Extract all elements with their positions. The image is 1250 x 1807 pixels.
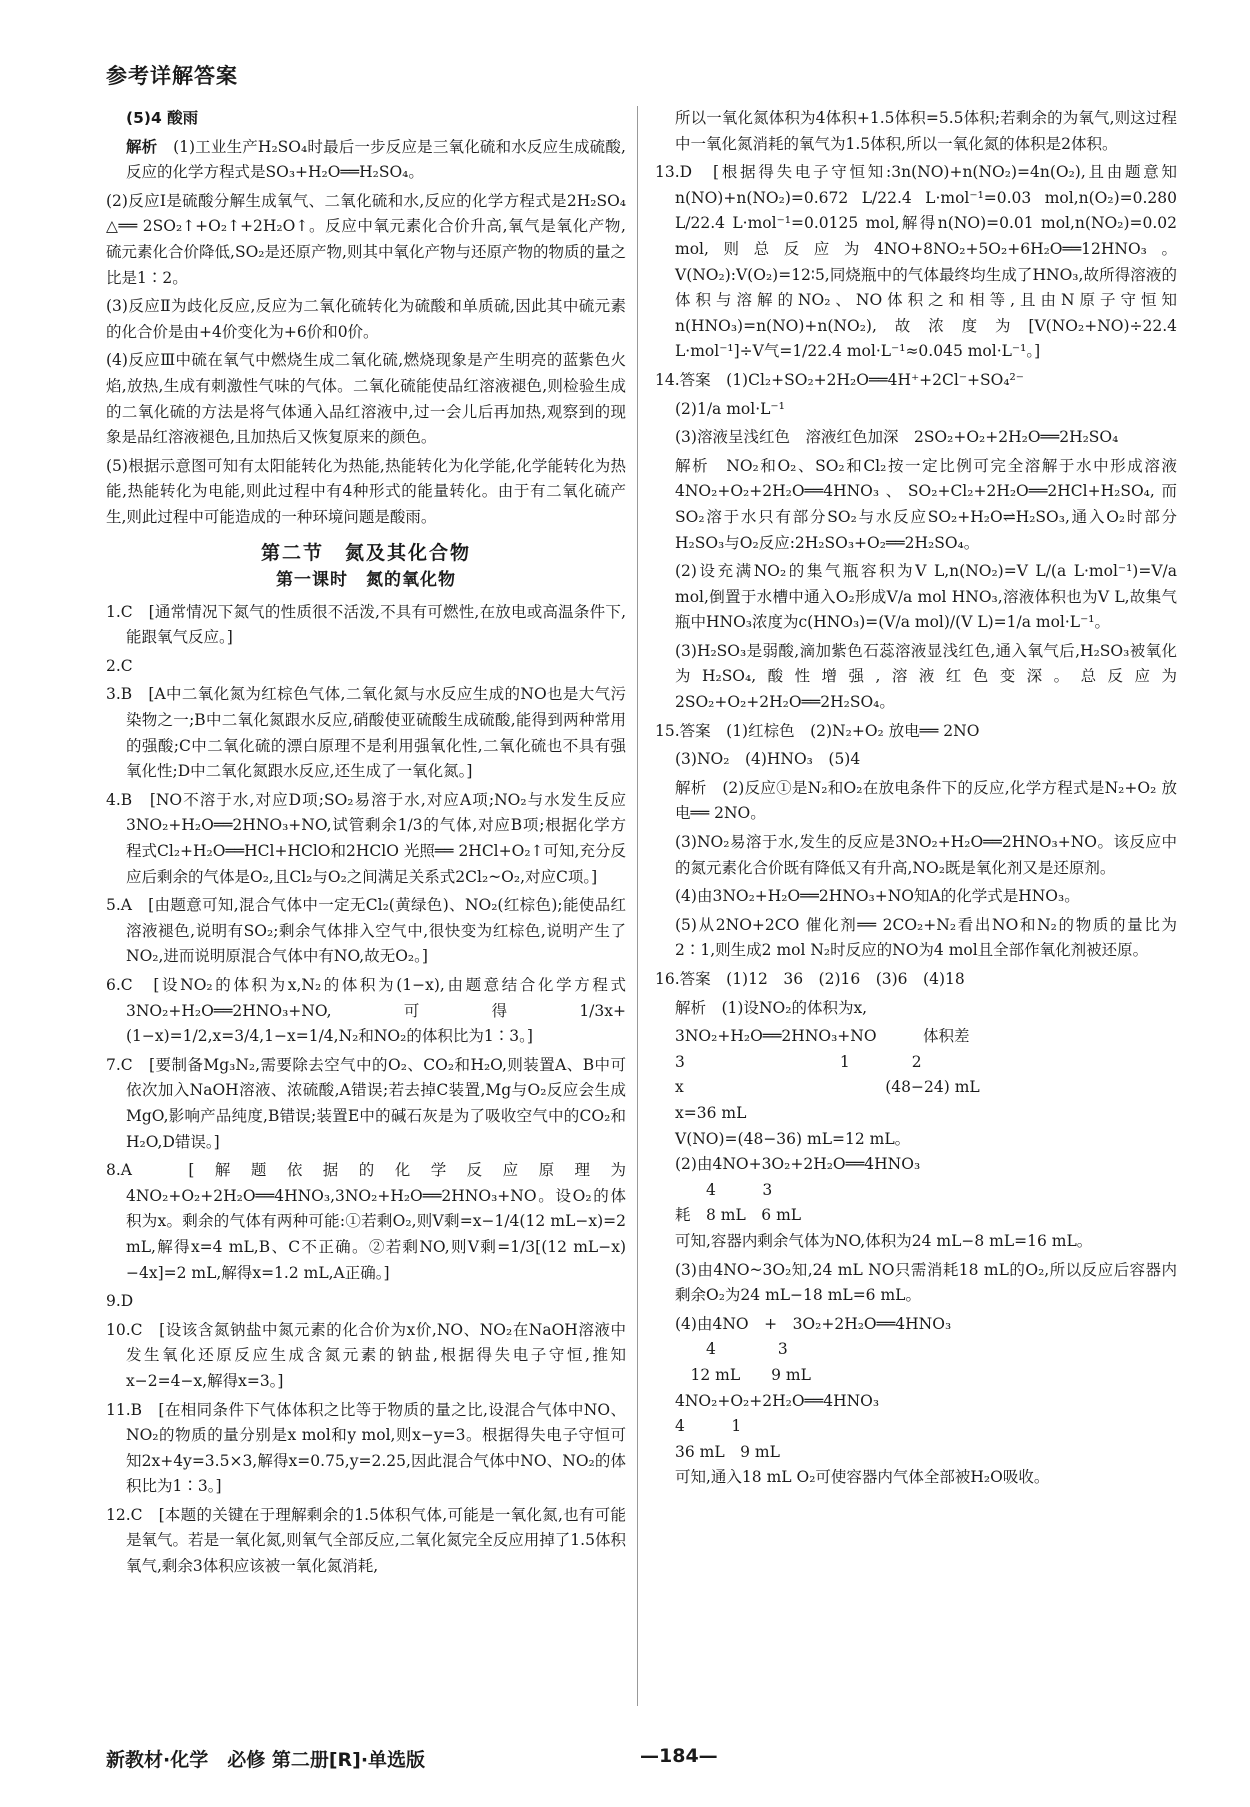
answer-item: 16.答案 (1)12 36 (2)16 (3)6 (4)18 xyxy=(655,970,965,988)
answer-item: 13.D [根据得失电子守恒知:3n(NO)+n(NO₂)=4n(O₂),且由题意知n(NO)+n(NO₂)=0.672 L/22.4 L·mol⁻¹=0.03 mol,n(O₂)=0.280 L/22.4 L·mol⁻¹=0.0125 mol,解得n(NO)=0.01 mol,n(NO₂)=0.02 mol,则总反应为4NO+8NO₂+5O₂+6H₂O══12HNO₃。V(NO₂):V(O₂)=12∶5,同烧瓶中的气体最终均生成了HNO₃,故所得溶液的体积与溶解的NO₂、NO体积之和相等,且由N原子守恒知n(HNO₃)=n(NO)+n(NO₂),故浓度为[V(NO₂+NO)÷22.4 L·mol⁻¹]÷V气=1/22.4 mol·L⁻¹≈0.045 mol·L⁻¹。] xyxy=(655,163,1177,361)
answer-item: 11.B [在相同条件下气体体积之比等于物质的量之比,设混合气体中NO、NO₂的物质的量分别是x mol和y mol,则x−y=3。根据得失电子守恒可知2x+4y=3.5×3,解得x=0.75,y=2.25,因此混合气体中NO、NO₂的体积比为1∶3。] xyxy=(106,1400,626,1496)
calc-line: 4 1 xyxy=(675,1417,742,1436)
calc-line: 4 3 xyxy=(675,1180,773,1199)
calc-line: 36 mL 9 mL xyxy=(675,1442,780,1461)
left-paragraph: (2)反应Ⅰ是硫酸分解生成氧气、二氧化硫和水,反应的化学方程式是2H₂SO₄ △══ 2SO₂↑+O₂↑+2H₂O↑。反应中氧元素化合价升高,氧气是氧化产物,硫元素化合价降低,SO₂是还原产物,则其中氧化产物与还原产物的物质的量之比是1∶2。 xyxy=(106,191,626,287)
answer-item: 1.C [通常情况下氮气的性质很不活泼,不具有可燃性,在放电或高温条件下,能跟氧气反应。] xyxy=(106,602,626,647)
right-column xyxy=(655,106,1177,1494)
calc-line: x (48−24) mL xyxy=(675,1078,980,1097)
page-header: 参考详解答案 xyxy=(106,64,238,88)
calc-line: 可知,通入18 mL O₂可使容器内气体全部被H₂O吸收。 xyxy=(675,1468,1050,1487)
left-paragraph: 解析 (1)工业生产H₂SO₄时最后一步反应是三氧化硫和水反应生成硫酸,反应的化学方程式是SO₃+H₂O══H₂SO₄。 xyxy=(126,137,626,182)
calc-line: 3 1 2 xyxy=(675,1052,922,1071)
answer-item: 15.答案 (1)红棕色 (2)N₂+O₂ 放电══ 2NO xyxy=(655,721,980,740)
answer-item: (3)溶液呈浅红色 溶液红色加深 2SO₂+O₂+2H₂O══2H₂SO₄ xyxy=(675,428,1119,447)
footer-book-title: 新教材·化学 必修 第二册[R]·单选版 xyxy=(106,1749,426,1771)
calc-line: 可知,容器内剩余气体为NO,体积为24 mL−8 mL=16 mL。 xyxy=(675,1231,1093,1250)
calc-line: 3NO₂+H₂O══2HNO₃+NO 体积差 xyxy=(675,1027,970,1046)
calc-line: 耗 8 mL 6 mL xyxy=(675,1206,802,1225)
answer-item: (2)1/a mol·L⁻¹ xyxy=(675,399,785,418)
calculation-block xyxy=(655,1024,1177,1491)
left-paragraph: (5)4 酸雨 xyxy=(126,109,199,127)
left-column xyxy=(106,106,626,1583)
calc-line: (4)由4NO + 3O₂+2H₂O══4HNO₃ xyxy=(675,1314,952,1333)
answer-item: (2)设充满NO₂的集气瓶容积为V L,n(NO₂)=V L/(a L·mol⁻¹)=V/a mol,倒置于水槽中通入O₂形成V/a mol HNO₃,溶液体积也为V L,故集气瓶中HNO₃浓度为c(HNO₃)=(V/a mol)/(V L)=1/a mol·L⁻¹。 xyxy=(675,562,1177,632)
left-paragraph: (5)根据示意图可知有太阳能转化为热能,热能转化为化学能,化学能转化为热能,热能转化为电能,则此过程中有4种形式的能量转化。由于有二氧化硫产生,则此过程中可能造成的一种环境问题是酸雨。 xyxy=(106,456,626,526)
left-paragraph: (4)反应Ⅲ中硫在氧气中燃烧生成二氧化硫,燃烧现象是产生明亮的蓝紫色火焰,放热,生成有刺激性气味的气体。二氧化硫能使品红溶液褪色,则检验生成的二氧化硫的方法是将气体通入品红溶液中,过一会儿后再加热,观察到的现象是品红溶液褪色,且加热后又恢复原来的颜色。 xyxy=(106,351,626,447)
answer-item: 5.A [由题意可知,混合气体中一定无Cl₂(黄绿色)、NO₂(红棕色);能使品红溶液褪色,说明有SO₂;剩余气体排入空气中,很快变为红棕色,说明产生了NO₂,进而说明原混合气体中有NO,故无O₂。] xyxy=(106,896,626,966)
answer-item: 2.C xyxy=(106,656,133,675)
lesson-title: 第一课时 氮的氧化物 xyxy=(276,570,456,591)
answer-item: 3.B [A中二氧化氮为红棕色气体,二氧化氮与水反应生成的NO也是大气污染物之一;B中二氧化氮跟水反应,硝酸使亚硫酸生成硫酸,能得到两种常用的强酸;C中二氧化硫的漂白原理不是利用强氧化性,二氧化硫也不具有强氧化性;D中二氧化氮跟水反应,还生成了一氧化氮。] xyxy=(106,685,626,781)
left-paragraph: (3)反应Ⅱ为歧化反应,反应为二氧化硫转化为硫酸和单质硫,因此其中硫元素的化合价是由+4价变化为+6价和0价。 xyxy=(106,297,626,341)
calc-line: (3)由4NO~3O₂知,24 mL NO只需消耗18 mL的O₂,所以反应后容器内剩余O₂为24 mL−18 mL=6 mL。 xyxy=(675,1260,1177,1305)
calc-line: (2)由4NO+3O₂+2H₂O══4HNO₃ xyxy=(675,1155,921,1174)
answer-item: (3)NO₂易溶于水,发生的反应是3NO₂+H₂O══2HNO₃+NO。该反应中的氮元素化合价既有降低又有升高,NO₂既是氧化剂又是还原剂。 xyxy=(675,833,1177,877)
answer-item: 14.答案 (1)Cl₂+SO₂+2H₂O══4H⁺+2Cl⁻+SO₄²⁻ xyxy=(655,370,1024,389)
answer-item: 6.C [设NO₂的体积为x,N₂的体积为(1−x),由题意结合化学方程式3NO₂+H₂O══2HNO₃+NO,可得1/3x+(1−x)=1/2,x=3/4,1−x=1/4,N₂和NO₂的体积比为1∶3。] xyxy=(106,976,626,1046)
answer-item: 12.C [本题的关键在于理解剩余的1.5体积气体,可能是一氧化氮,也有可能是氧气。若是一氧化氮,则氧气全部反应,二氧化氮完全反应用掉了1.5体积氧气,剩余3体积应该被一氧化氮消耗, xyxy=(106,1505,626,1576)
answer-item: (3)NO₂ (4)HNO₃ (5)4 xyxy=(675,750,861,769)
calc-line: 4NO₂+O₂+2H₂O══4HNO₃ xyxy=(675,1391,880,1410)
footer-page-number: —184— xyxy=(640,1745,718,1767)
answer-item: 4.B [NO不溶于水,对应D项;SO₂易溶于水,对应A项;NO₂与水发生反应3NO₂+H₂O══2HNO₃+NO,试管剩余1/3的气体,对应B项;根据化学方程式Cl₂+H₂O══HCl+HClO和2HClO 光照══ 2HCl+O₂↑可知,充分反应后剩余的气体是O₂,且Cl₂与O₂之间满足关系式2Cl₂~O₂,对应C项。] xyxy=(106,790,626,886)
answer-item: (4)由3NO₂+H₂O══2HNO₃+NO知A的化学式是HNO₃。 xyxy=(675,887,1080,906)
answer-item: 9.D xyxy=(106,1292,134,1311)
answer-item: 10.C [设该含氮钠盐中氮元素的化合价为x价,NO、NO₂在NaOH溶液中发生氧化还原反应生成含氮元素的钠盐,根据得失电子守恒,推知x−2=4−x,解得x=3。] xyxy=(106,1320,626,1390)
answer-item: 8.A [解题依据的化学反应原理为4NO₂+O₂+2H₂O══4HNO₃,3NO₂+H₂O══2HNO₃+NO。设O₂的体积为x。剩余的气体有两种可能:①若剩O₂,则V剩=x−1/4(12 mL−x)=2 mL,解得x=4 mL,B、C不正确。②若剩NO,则V剩=1/3[(12 mL−x)−4x]=2 mL,解得x=1.2 mL,A正确。] xyxy=(106,1161,626,1282)
answer-item: 所以一氧化氮体积为4体积+1.5体积=5.5体积;若剩余的为氧气,则这过程中一氧化氮消耗的氧气为1.5体积,所以一氧化氮的体积是2体积。 xyxy=(675,109,1177,153)
answer-item: 解析 (1)设NO₂的体积为x, xyxy=(675,998,868,1017)
calc-line: 12 mL 9 mL xyxy=(675,1365,811,1384)
calc-line: 4 3 xyxy=(675,1340,788,1359)
section-title: 第二节 氮及其化合物 xyxy=(260,541,471,564)
answer-item: 解析 NO₂和O₂、SO₂和Cl₂按一定比例可完全溶解于水中形成溶液4NO₂+O₂+2H₂O══4HNO₃、SO₂+Cl₂+2H₂O══2HCl+H₂SO₄,而SO₂溶于水只有部分SO₂与水反应SO₂+H₂O⇌H₂SO₃,通入O₂时部分H₂SO₃与O₂反应:2H₂SO₃+O₂══2H₂SO₄。 xyxy=(675,456,1177,552)
answer-item: (3)H₂SO₃是弱酸,滴加紫色石蕊溶液显浅红色,通入氧气后,H₂SO₃被氧化为H₂SO₄,酸性增强,溶液红色变深。总反应为2SO₂+O₂+2H₂O══2H₂SO₄。 xyxy=(675,641,1177,712)
answer-item: (5)从2NO+2CO 催化剂══ 2CO₂+N₂看出NO和N₂的物质的量比为2∶1,则生成2 mol N₂时反应的NO为4 mol且全部作氧化剂被还原。 xyxy=(675,915,1177,960)
answer-item: 解析 (2)反应①是N₂和O₂在放电条件下的反应,化学方程式是N₂+O₂ 放电══ 2NO。 xyxy=(675,778,1177,823)
calc-line: V(NO)=(48−36) mL=12 mL。 xyxy=(675,1129,911,1148)
column-divider xyxy=(637,106,638,1706)
calc-line: x=36 mL xyxy=(675,1103,747,1122)
answer-item: 7.C [要制备Mg₃N₂,需要除去空气中的O₂、CO₂和H₂O,则装置A、B中可依次加入NaOH溶液、浓硫酸,A错误;若去掉C装置,Mg与O₂反应会生成MgO,影响产品纯度,B错误;装置E中的碱石灰是为了吸收空气中的CO₂和H₂O,D错误。] xyxy=(106,1055,626,1151)
